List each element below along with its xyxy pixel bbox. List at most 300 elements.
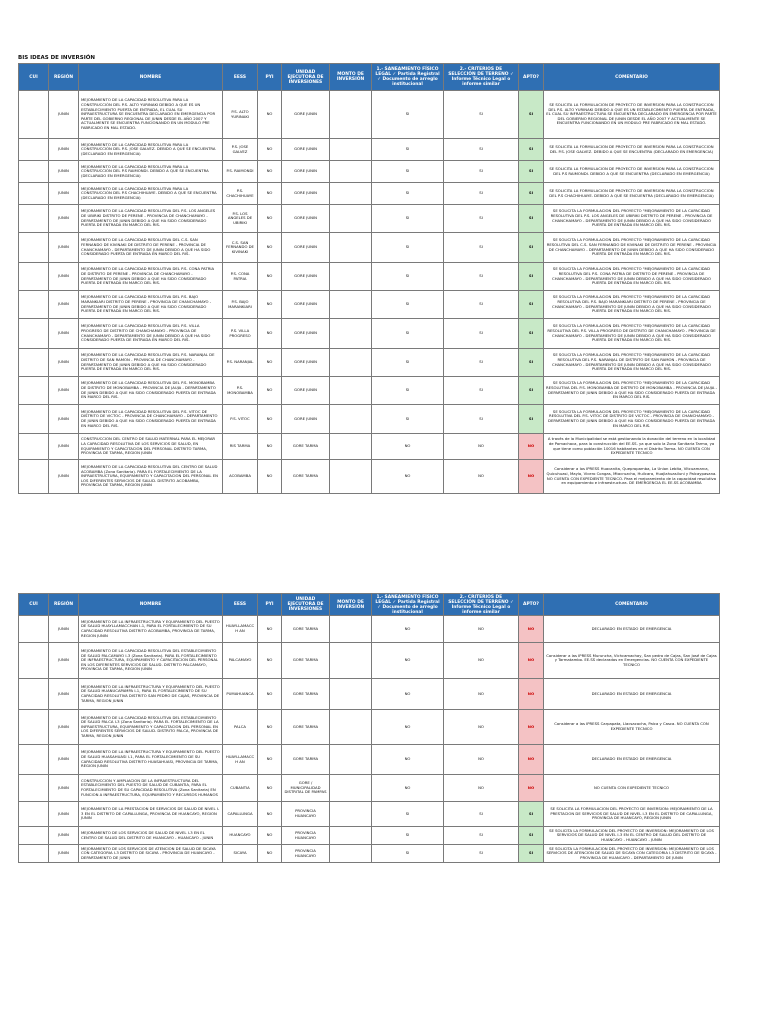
unidad-ejecutora-cell: GORE TARMA	[282, 434, 330, 460]
region-cell: JUNIN	[49, 745, 79, 775]
pyi-cell: NO	[258, 679, 282, 710]
pyi-cell: NO	[258, 802, 282, 827]
cui-cell	[19, 745, 49, 775]
unidad-ejecutora-cell: GORE JUNIN	[282, 139, 330, 161]
nombre-header: NOMBRE	[79, 64, 223, 91]
nombre-cell: MEJORAMIENTO DE LA CAPACIDAD RESOLUTIVA PARA LA CONSTRUCCIÓN DEL P.S. JOSE GALVEZ. DEBIDO A QUE SE ENCUENTRA (DECLARADO EN EMERGENCIA)	[79, 139, 223, 161]
apto-cell: SI	[519, 377, 544, 405]
criterios-cell: SI	[444, 349, 519, 377]
nombre-cell: MEJORAMIENTO DE LA INFRAESTRUCTURA Y EQUIPAMIENTO DEL PUESTO DE SALUD HUASAHUASI I-1, PARA EL FORTALECIMIENTO DE SU CAPACIDAD RESOLUTIVA DISTRITO HUASAHUASI, PROVINCIA DE TARMA, REGION JUNIN	[79, 745, 223, 775]
unidad-ejecutora-cell: GORE TARMA	[282, 710, 330, 745]
monto-cell	[330, 161, 372, 183]
saneamiento-cell: NO	[372, 616, 444, 643]
eess-cell: P.S. BAJO MARANKIARI	[223, 291, 258, 319]
nombre-cell: MEJORAMIENTO DE LOS SERVICIOS DE ATENCION DE SALUD DE SICAYA CON CATEGORIA I-3 DISTRITO DE SICAYA - PROVINCIA DE HUANCAYO - DEPARTAMENTO DE JUNIN	[79, 845, 223, 863]
unidad-ejecutora-cell: GORE TARMA	[282, 643, 330, 679]
pyi-cell: NO	[258, 434, 282, 460]
unidad-ejecutora-cell: GORE JUNIN	[282, 91, 330, 139]
cui-cell	[19, 616, 49, 643]
eess-cell: SICAYA	[223, 845, 258, 863]
nombre-header: NOMBRE	[79, 594, 223, 616]
unidad-ejecutora-cell: GORE JUNIN	[282, 405, 330, 434]
cui-cell	[19, 405, 49, 434]
monto-cell	[330, 845, 372, 863]
eess-header: EESS	[223, 594, 258, 616]
eess-cell: P.S. CONA PATRIA	[223, 263, 258, 291]
criterios-cell: SI	[444, 183, 519, 205]
region-cell: JUNIN	[49, 319, 79, 349]
table-row	[19, 616, 720, 643]
table-row	[19, 827, 720, 845]
cui-cell	[19, 845, 49, 863]
eess-cell: P.S. VITOC	[223, 405, 258, 434]
eess-cell: CUBANTIA	[223, 775, 258, 802]
cui-cell	[19, 183, 49, 205]
criterios-cell: SI	[444, 91, 519, 139]
nombre-cell: MEJORAMIENTO DE LOS SERVICIOS DE SALUD DE NIVEL I-3 EN EL CENTRO DE SALUD DEL DISTRITO DE HUANCAYO - HUANCAYO - JUNIN	[79, 827, 223, 845]
criterios-cell: NO	[444, 616, 519, 643]
comentario-cell: Considerar a los IPRESS Huacanita, Quepropamba, La Union Lebita, Vitcuamarca, Quicuhuasi, Maylo, Vicero Congas, Mtacruzcha, Huilcara, Huajlahuasiluni y Palcaypasana. NO CUENTA CON EXPEDIENTE TECNICO. Para el mejoramiento de la capacidad resolutiva en equipamiento e infraestructura. DE EMERGENCIA EL EE.SS ACOBAMBA	[544, 460, 720, 494]
table-body	[19, 91, 720, 494]
region-cell: JUNIN	[49, 679, 79, 710]
apto-cell: NO	[519, 710, 544, 745]
monto-cell	[330, 616, 372, 643]
cui-cell	[19, 460, 49, 494]
criterios-cell: NO	[444, 710, 519, 745]
apto-cell: SI	[519, 183, 544, 205]
unidad-ejecutora-cell: GORE TARMA	[282, 616, 330, 643]
comentario-cell: DECLARADO EN ESTADO DE EMERGENCIA	[544, 616, 720, 643]
apto-cell: SI	[519, 802, 544, 827]
table-row	[19, 183, 720, 205]
comentario-cell: NO CUENTA CON EXPEDIENTE TECNICO	[544, 775, 720, 802]
pyi-cell: NO	[258, 291, 282, 319]
eess-cell: P.S. VILLA PROGRESO	[223, 319, 258, 349]
unidad-ejecutora-cell: GORE JUNIN	[282, 349, 330, 377]
eess-cell: PUMAHUANCA	[223, 679, 258, 710]
cui-cell	[19, 802, 49, 827]
comentario-cell: SE SOLICITA LA FORMULACION DEL PROYECTO DE INVERSION: MEJORAMIENTO DE LOS SERVICIOS DE SALUD DE NIVEL I-3 EN EL CENTRO DE SALUD DEL DISTRITO DE HUANCAYO - HUANCAYO - JUNIN	[544, 827, 720, 845]
criterios-cell: NO	[444, 434, 519, 460]
header-row	[19, 64, 720, 91]
nombre-cell: CONSTRUCCION Y AMPLIACION DE LA INFRAESTRUCTURA DEL ESTABLECIMIENTO DEL PUESTO DE SALUD DE CUBANTIA, PARA EL FORTALECIMIENTO DE SU CAPACIDAD RESOLUTIVA (Zona Sanitaria) EN FUNCION A INFRAESTRUCTURA, EQUIPAMIENTO Y RECURSOS HUMANOS	[79, 775, 223, 802]
pyi-cell: NO	[258, 139, 282, 161]
comentario-cell: SE SOLICITA LA FORMULACION DE PROYECTO DE INVERSION PARA LA CONSTRUCCION DEL P.S RAIMONDI. DEBIDO A QUE SE ENCUENTRA (DECLARADO EN EMERGENCIA)	[544, 161, 720, 183]
pyi-cell: NO	[258, 319, 282, 349]
nombre-cell: MEJORAMIENTO DE LA CAPACIDAD RESOLUTIVA DEL CENTRO DE SALUD ACOBAMBA (Zona Sanitaria). PARA EL FORTALECIMIENTO DE LA INFRAESTRUCTURA, EQUIPAMIENTO Y CAPACITACION DEL PERSONAL EN LOS DIFERENTES SERVICIOS DE SALUD. DISTRITO ACOBAMBA, PROVINCIA DE TARMA, REGION JUNIN	[79, 460, 223, 494]
criterios-cell: SI	[444, 161, 519, 183]
cui-cell	[19, 161, 49, 183]
saneamiento-cell: SI	[372, 161, 444, 183]
unidad-ejecutora-cell: GORE JUNIN	[282, 161, 330, 183]
comentario-cell: SE SOLICITA LA FORMULACION DEL PROYECTO "MEJORAMIENTO DE LA CAPACIDAD RESOLUTIVA DEL C.S. SAN FERNANDO DE KIVINAKI DE DISTRITO DE PERENE - PROVINCIA DE CHANCHAMAYO - DEPARTAMENTO DE JUNIN DEBIDO A QUE HA SIDO CONSIDERADO PUERTA DE ENTRADA EN MARCO DEL RIS.	[544, 233, 720, 263]
nombre-cell: MEJORAMIENTO DE LA CAPACIDAD RESOLUTIVA DEL P.S. CONA PATRIA DE DISTRITO DE PERENE - PROVINCIA DE CHANCHAMAYO - DEPARTAMENTO DE JUNIN DEBIDO A QUE HA SIDO CONSIDERADO PUERTA DE ENTRADA EN MARCO DEL RIS.	[79, 263, 223, 291]
saneamiento-cell: SI	[372, 845, 444, 863]
table-row	[19, 291, 720, 319]
saneamiento-cell: NO	[372, 679, 444, 710]
region-cell: JUNIN	[49, 263, 79, 291]
criterios-cell: NO	[444, 679, 519, 710]
unidad-ejecutora-cell: PROVINCIA HUANCAYO	[282, 845, 330, 863]
table-row	[19, 745, 720, 775]
comentario-cell: SE SOLICITA LA FORMULACION DEL PROYECTO "MEJORAMIENTO DE LA CAPACIDAD RESOLUTIVA DEL P.S. MONOBAMBA DE DISTRITO DE MONOBAMBA - PROVINCIA DE JAUJA - DEPARTAMENTO DE JUNIN DEBIDO A QUE HA SIDO CONSIDERADO PUERTA DE ENTRADA EN MARCO DEL RIS.	[544, 377, 720, 405]
criterios-cell: SI	[444, 233, 519, 263]
cui-cell	[19, 233, 49, 263]
table-row	[19, 349, 720, 377]
eess-cell: HUANCAYO	[223, 827, 258, 845]
criterios-cell: SI	[444, 263, 519, 291]
apto-cell: SI	[519, 233, 544, 263]
saneamiento-cell: SI	[372, 183, 444, 205]
eess-cell: CAPALLUNGA	[223, 802, 258, 827]
nombre-cell: MEJORAMIENTO DE LA CAPACIDAD RESOLUTIVA DEL P.S. BAJO MARANKIARI DISTRITO DE PERENE - PROVINCIA DE CHANCHAMAYO - DEPARTAMENTO DE JUNIN DEBIDO A QUE HA SIDO CONSIDERADO PUERTA DE ENTRADA EN MARCO DEL RIS.	[79, 291, 223, 319]
cui-cell	[19, 349, 49, 377]
saneamiento-cell: SI	[372, 205, 444, 233]
saneamiento-cell: SI	[372, 405, 444, 434]
criterios-header: 2.- CRITERIOS DE SELECCIÓN DE TERRENO ✓ Informe Técnico Legal o informe similar	[444, 64, 519, 91]
apto-cell: SI	[519, 291, 544, 319]
eess-cell: P.S. NARANJAL	[223, 349, 258, 377]
unidad-ejecutora-cell: GORE JUNIN	[282, 205, 330, 233]
unidad-ejecutora-cell: GORE JUNIN	[282, 233, 330, 263]
comentario-header: COMENTARIO	[544, 594, 720, 616]
monto-cell	[330, 91, 372, 139]
apto-cell: NO	[519, 679, 544, 710]
nombre-cell: MEJORAMIENTO DE LA CAPACIDAD RESOLUTIVA DEL C.S. SAN FERNANDO DE KIVINAKI DE DISTRITO DE PERENE - PROVINCIA DE CHANCHAMAYO - DEPARTAMENTO DE JUNIN DEBIDO A QUE HA SIDO CONSIDERADO PUERTA DE ENTRADA EN MARCO DEL RIS.	[79, 233, 223, 263]
eess-cell: P.S. ALTO YURINAKI	[223, 91, 258, 139]
cui-cell	[19, 263, 49, 291]
region-cell: JUNIN	[49, 434, 79, 460]
nombre-cell: MEJORAMIENTO DE LA CAPACIDAD RESOLUTIVA DEL ESTABLECIMIENTO DE SALUD PALCA I-3 (Zona Sanitaria). PARA EL FORTALECIMIENTO DE LA INFRAESTRUCTURA, EQUIPAMIENTO Y CAPACITACION DEL PERSONAL EN LOS DIFERENTES SERVICIOS DE SALUD. DISTRITO PALCA, PROVINCIA DE TARMA, REGION JUNIN	[79, 710, 223, 745]
monto-cell	[330, 710, 372, 745]
eess-cell: C.S. SAN FERNANDO DE KIVINAKI	[223, 233, 258, 263]
comentario-cell: DECLARADO EN ESTADO DE EMERGENCIA	[544, 745, 720, 775]
unidad-ejecutora-cell: GORE TARMA	[282, 745, 330, 775]
eess-cell: P.S. RAIMONDI	[223, 161, 258, 183]
unidad-ejecutora-cell: GORE JUNIN	[282, 183, 330, 205]
eess-cell: HUAYLLAMACCH AN	[223, 616, 258, 643]
nombre-cell: MEJORAMIENTO DE LA INFRAESTRUCTURA Y EQUIPAMIENTO DEL PUESTO DE SALUD HUANUCAPAMPA I-1, PARA EL FORTALECIMIENTO DE SU CAPACIDAD RESOLUTIVA DISTRITO SAN PEDRO DE CAJAS, PROVINCIA DE TARMA, REGION JUNIN	[79, 679, 223, 710]
apto-cell: NO	[519, 434, 544, 460]
region-cell: JUNIN	[49, 775, 79, 802]
table-row	[19, 643, 720, 679]
nombre-cell: MEJORAMIENTO DE LA CAPACIDAD RESOLUTIVA PARA LA CONSTRUCCIÓN DEL P.S. ALTO YURINAKI DEBIDO A QUE ES UN ESTABLECIMIENTO PUERTA DE ENTRADA, EL CUAL SU INFRAESTRUCTURA SE ENCUENTRA DECLARADO EN EMERGENCIA POR PARTE DEL GOBIERNO REGIONAL DE JUNIN DESDE EL AÑO 2007 Y ACTUALMENTE SE ENCUENTRA FUNCIONANDO EN UN MODULO PRE FABRICADO EN MAL ESTADO.	[79, 91, 223, 139]
investment-ideas-table-1	[18, 63, 720, 494]
monto-cell	[330, 205, 372, 233]
nombre-cell: MEJORAMIENTO DE LA CAPACIDAD RESOLUTIVA DEL P.S. VILLA PROGRESO DE DISTRITO DE CHANCHAMAYO - PROVINCIA DE CHANCHAMAYO - DEPARTAMENTO DE JUNIN DEBIDO A QUE HA SIDO CONSIDERADO PUERTA DE ENTRADA EN MARCO DEL RIS.	[79, 319, 223, 349]
apto-cell: SI	[519, 91, 544, 139]
comentario-cell: SE SOLICITA LA FORMULACION DE PROYECTO DE INVERSION PARA LA CONSTRUCCION DEL P.S. JOSE GALVEZ. DEBIDO A QUE SE ENCUENTRA (DECLARADO EN EMERGENCIA)	[544, 139, 720, 161]
saneamiento-cell: NO	[372, 745, 444, 775]
apto-cell: SI	[519, 349, 544, 377]
monto-cell	[330, 139, 372, 161]
apto-cell: SI	[519, 827, 544, 845]
saneamiento-cell: SI	[372, 263, 444, 291]
criterios-cell: NO	[444, 775, 519, 802]
region-cell: JUNIN	[49, 460, 79, 494]
nombre-cell: MEJORAMIENTO DE LA CAPACIDAD RESOLUTIVA DEL P.S. NARANJAL DE DISTRITO DE SAN RAMON - PROVINCIA DE CHANCHAMAYO - DEPARTAMENTO DE JUNIN DEBIDO A QUE HA SIDO CONSIDERADO PUERTA DE ENTRADA EN MARCO DEL RIS.	[79, 349, 223, 377]
apto-cell: SI	[519, 205, 544, 233]
pyi-cell: NO	[258, 377, 282, 405]
criterios-cell: NO	[444, 745, 519, 775]
cui-cell	[19, 139, 49, 161]
comentario-header: COMENTARIO	[544, 64, 720, 91]
pyi-cell: NO	[258, 710, 282, 745]
saneamiento-cell: SI	[372, 91, 444, 139]
cui-cell	[19, 434, 49, 460]
unidad-ejecutora-cell: GORE JUNIN	[282, 377, 330, 405]
comentario-cell: SE SOLICITA LA FORMULACION DEL PROYECTO DE INVERSION: MEJORAMIENTO DE LOS SERVICIOS DE ATENCION DE SALUD DE SICAYA CON CATEGORIA I-3 DISTRITO DE SICAYA - PROVINCIA DE HUANCAYO - DEPARTAMENTO DE JUNIN	[544, 845, 720, 863]
unidad-ejecutora-cell: GORE TARMA	[282, 460, 330, 494]
criterios-cell: SI	[444, 827, 519, 845]
monto-cell	[330, 183, 372, 205]
pyi-header: PYI	[258, 594, 282, 616]
table-row	[19, 434, 720, 460]
monto-cell	[330, 827, 372, 845]
criterios-cell: SI	[444, 205, 519, 233]
criterios-cell: NO	[444, 460, 519, 494]
unidad-ejecutora-header: UNIDAD EJECUTORA DE INVERSIONES	[282, 64, 330, 91]
region-header: REGIÓN	[49, 64, 79, 91]
saneamiento-cell: SI	[372, 349, 444, 377]
region-cell: JUNIN	[49, 405, 79, 434]
table-row	[19, 710, 720, 745]
region-cell: JUNIN	[49, 845, 79, 863]
eess-cell: PALCA	[223, 710, 258, 745]
saneamiento-header: 1.- SANEAMIENTO FÍSICO LEGAL ✓ Partida Registral ✓ Documento de arreglo institucional	[372, 64, 444, 91]
criterios-cell: SI	[444, 405, 519, 434]
table-row	[19, 233, 720, 263]
comentario-cell: SE SOLICITA LA FORMULACION DEL PROYECTO "MEJORAMIENTO DE LA CAPACIDAD RESOLUTIVA DEL P.S. CONA PATRIA DE DISTRITO DE PERENE - PROVINCIA DE CHANCHAMAYO - DEPARTAMENTO DE JUNIN DEBIDO A QUE HA SIDO CONSIDERADO PUERTA DE ENTRADA EN MARCO DEL RIS.	[544, 263, 720, 291]
saneamiento-cell: SI	[372, 319, 444, 349]
criterios-cell: SI	[444, 377, 519, 405]
comentario-cell: DECLARADO EN ESTADO DE EMERGENCIA	[544, 679, 720, 710]
region-cell: JUNIN	[49, 802, 79, 827]
header-row	[19, 594, 720, 616]
region-cell: JUNIN	[49, 161, 79, 183]
region-cell: JUNIN	[49, 643, 79, 679]
monto-cell	[330, 349, 372, 377]
monto-cell	[330, 405, 372, 434]
table-row	[19, 205, 720, 233]
region-cell: JUNIN	[49, 377, 79, 405]
region-cell: JUNIN	[49, 139, 79, 161]
pyi-cell: NO	[258, 233, 282, 263]
cui-cell	[19, 91, 49, 139]
table-row	[19, 775, 720, 802]
table-row	[19, 802, 720, 827]
pyi-cell: NO	[258, 616, 282, 643]
apto-cell: SI	[519, 161, 544, 183]
investment-ideas-table-2	[18, 593, 720, 863]
monto-cell	[330, 319, 372, 349]
eess-cell: ACOBAMBA	[223, 460, 258, 494]
table-row	[19, 460, 720, 494]
apto-cell: NO	[519, 616, 544, 643]
apto-cell: SI	[519, 263, 544, 291]
unidad-ejecutora-cell: GORE TARMA	[282, 679, 330, 710]
saneamiento-cell: SI	[372, 827, 444, 845]
pyi-cell: NO	[258, 827, 282, 845]
apto-cell: SI	[519, 845, 544, 863]
pyi-cell: NO	[258, 845, 282, 863]
eess-header: EESS	[223, 64, 258, 91]
table-row	[19, 91, 720, 139]
region-cell: JUNIN	[49, 291, 79, 319]
comentario-cell: SE SOLICITA LA FORMULACION DEL PROYECTO DE INVERSION: MEJORAMIENTO DE LA PRESTACION DE SERVICIOS DE SALUD DE NIVEL I-3 EN EL DISTRITO DE CAPALLUNGA, PROVINCIA DE HUANCAYO, REGION JUNIN	[544, 802, 720, 827]
comentario-cell: Considerar a las IPRESS Muruncha, Vichcamachay, San pedro de Cajas, San José de Cajas y Tarmatambo. EE.SS declarados en Emergencias. NO CUENTA CON EXPEDIENTE TECNICO	[544, 643, 720, 679]
monto-cell	[330, 434, 372, 460]
table-body	[19, 616, 720, 863]
nombre-cell: MEJORAMIENTO DE LA PRESTACION DE SERVICIOS DE SALUD DE NIVEL I-3 EN EL DISTRITO DE CAPALLUNGA, PROVINCIA DE HUANCAYO, REGION JUNIN	[79, 802, 223, 827]
pyi-cell: NO	[258, 91, 282, 139]
eess-cell: P.S. MONOBAMBA	[223, 377, 258, 405]
nombre-cell: CONSTRUCCION DEL CENTRO DE SALUD MATERNAL PARA EL MEJORAR LA CAPACIDAD RESOLUTIVA DE LOS SERVICIOS DE SALUD, EN EQUIPAMIENTO Y CAPACITACION DEL PERSONAL DISTRITO TARMA, PROVINCIA DE TARMA, REGION JUNIN	[79, 434, 223, 460]
criterios-header: 2.- CRITERIOS DE SELECCIÓN DE TERRENO ✓ Informe Técnico Legal o informe similar	[444, 594, 519, 616]
apto-cell: NO	[519, 775, 544, 802]
monto-cell	[330, 643, 372, 679]
pyi-cell: NO	[258, 643, 282, 679]
unidad-ejecutora-cell: GORE / MUNICIPALIDAD DISTRITAL DE PAMPAS	[282, 775, 330, 802]
criterios-cell: SI	[444, 845, 519, 863]
cui-cell	[19, 710, 49, 745]
monto-header: MONTO DE INVERSIÓN	[330, 64, 372, 91]
region-cell: JUNIN	[49, 183, 79, 205]
region-cell: JUNIN	[49, 710, 79, 745]
sheet-title: BIS IDEAS DE INVERSIÓN	[18, 55, 96, 61]
monto-cell	[330, 263, 372, 291]
nombre-cell: MEJORAMIENTO DE LA INFRAESTRUCTURA Y EQUIPAMIENTO DEL PUESTO DE SALUD HUAYLLAMACCHAN I-1, PARA EL FORTALECIMIENTO DE SU CAPACIDAD RESOLUTIVA DISTRITO ACOBAMBA, PROVINCIA DE TARMA, REGION JUNIN	[79, 616, 223, 643]
criterios-cell: SI	[444, 319, 519, 349]
eess-cell: P.S. CHACHIHUAYE	[223, 183, 258, 205]
region-cell: JUNIN	[49, 205, 79, 233]
cui-header: CUI	[19, 594, 49, 616]
monto-header: MONTO DE INVERSIÓN	[330, 594, 372, 616]
saneamiento-cell: SI	[372, 802, 444, 827]
region-cell: JUNIN	[49, 827, 79, 845]
apto-cell: NO	[519, 745, 544, 775]
unidad-ejecutora-cell: GORE JUNIN	[282, 263, 330, 291]
pyi-cell: NO	[258, 263, 282, 291]
saneamiento-cell: NO	[372, 643, 444, 679]
pyi-cell: NO	[258, 745, 282, 775]
monto-cell	[330, 291, 372, 319]
criterios-cell: SI	[444, 802, 519, 827]
saneamiento-cell: NO	[372, 775, 444, 802]
pyi-cell: NO	[258, 205, 282, 233]
table-row	[19, 679, 720, 710]
table-row	[19, 161, 720, 183]
pyi-cell: NO	[258, 349, 282, 377]
pyi-cell: NO	[258, 161, 282, 183]
region-cell: JUNIN	[49, 349, 79, 377]
monto-cell	[330, 233, 372, 263]
nombre-cell: MEJORAMIENTO DE LA CAPACIDAD RESOLUTIVA DEL P.S. LOS ANGELES DE UBIRIKI DISTRITO DE PERENE - PROVINCIA DE CHANCHAMAYO - DEPARTAMENTO DE JUNIN DEBIDO A QUE HA SIDO CONSIDERADO PUERTA DE ENTRADA EN MARCO DEL RIS.	[79, 205, 223, 233]
apto-header: APTO?	[519, 64, 544, 91]
comentario-cell: SE SOLICITA LA FORMULACION DEL PROYECTO "MEJORAMIENTO DE LA CAPACIDAD RESOLUTIVA DEL P.S. LOS ANGELES DE UBIRIKI DISTRITO DE PERENE - PROVINCIA DE CHANCHAMAYO - DEPARTAMENTO DE JUNIN DEBIDO A QUE HA SIDO CONSIDERADO PUERTA DE ENTRADA EN MARCO DEL RIS.	[544, 205, 720, 233]
cui-cell	[19, 319, 49, 349]
comentario-cell: Considerar a las IPRESS Carpapata, Llacsacocha, Palca y Casca. NO CUENTA CON EXPEDIENTE TECNICO	[544, 710, 720, 745]
saneamiento-cell: NO	[372, 434, 444, 460]
cui-cell	[19, 643, 49, 679]
apto-cell: SI	[519, 139, 544, 161]
pyi-header: PYI	[258, 64, 282, 91]
eess-cell: P.S. JOSE GALVEZ	[223, 139, 258, 161]
comentario-cell: SE SOLICITA LA FORMULACION DEL PROYECTO "MEJORAMIENTO DE LA CAPACIDAD RESOLUTIVA DEL P.S. VILLA PROGRESO DE DISTRITO DE CHANCHAMAYO - PROVINCIA DE CHANCHAMAYO - DEPARTAMENTO DE JUNIN DEBIDO A QUE HA SIDO CONSIDERADO PUERTA DE ENTRADA EN MARCO DEL RIS.	[544, 319, 720, 349]
unidad-ejecutora-cell: PROVINCIA HUANCAYO	[282, 827, 330, 845]
apto-header: APTO?	[519, 594, 544, 616]
nombre-cell: MEJORAMIENTO DE LA CAPACIDAD RESOLUTIVA DEL ESTABLECIMIENTO DE SALUD PALCAMAYO I-3 (Zona Sanitaria). PARA EL FORTALECIMIENTO DE INFRAESTRUCTURA, EQUIPAMIENTO Y CAPACITACION DEL PERSONAL EN LOS DIFERENTES SERVICIOS DE SALUD. DISTRITO PALCAMAYO, PROVINCIA DE TARMA, REGION JUNIN	[79, 643, 223, 679]
eess-cell: HUAYLLAMACCH AN	[223, 745, 258, 775]
region-header: REGIÓN	[49, 594, 79, 616]
saneamiento-cell: SI	[372, 377, 444, 405]
monto-cell	[330, 775, 372, 802]
monto-cell	[330, 377, 372, 405]
pyi-cell: NO	[258, 460, 282, 494]
eess-cell: PALCAMAYO	[223, 643, 258, 679]
nombre-cell: MEJORAMIENTO DE LA CAPACIDAD RESOLUTIVA DEL P.S. VITOC DE DISTRITO DE VICTOC - PROVINCIA DE CHANCHAMAYO - DEPARTAMENTO DE JUNIN DEBIDO A QUE HA SIDO CONSIDERADO PUERTA DE ENTRADA EN MARCO DEL RIS.	[79, 405, 223, 434]
comentario-cell: SE SOLICITA LA FORMULACION DE PROYECTO DE INVERSION PARA LA CONSTRUCCION DEL P.S. ALTO YURINAKI DEBIDO A QUE ES UN ESTABLECIMIENTO PUERTA DE ENTRADA, EL CUAL SU INFRAESTRUCTURA SE ENCUENTRA DECLARADO EN EMERGENCIA POR PARTE DEL GOBIERNO REGIONAL DE JUNIN DESDE EL AÑO 2007 Y ACTUALMENTE SE ENCUENTRA FUNCIONANDO EN UN MODULO PRE FABRICADO EN MAL ESTADO.	[544, 91, 720, 139]
saneamiento-header: 1.- SANEAMIENTO FÍSICO LEGAL ✓ Partida Registral ✓ Documento de arreglo institucional	[372, 594, 444, 616]
comentario-cell: A través de la Municipalidad se está gestionando la donación del terreno en la localidad de Pomachaca, para la construcción del EE.SS. ya que solo la Zona Sanitaria Tarma, ya que tiene como población 10016 habitantes en el Distrito Tarma. NO CUENTA CON EXPEDIENTE TECNICO	[544, 434, 720, 460]
comentario-cell: SE SOLICITA LA FORMULACION DEL PROYECTO "MEJORAMIENTO DE LA CAPACIDAD RESOLUTIVA DEL P.S. BAJO MARANKIARI DISTRITO DE PERENE - PROVINCIA DE CHANCHAMAYO - DEPARTAMENTO DE JUNIN DEBIDO A QUE HA SIDO CONSIDERADO PUERTA DE ENTRADA EN MARCO DEL RIS.	[544, 291, 720, 319]
criterios-cell: NO	[444, 643, 519, 679]
criterios-cell: SI	[444, 291, 519, 319]
nombre-cell: MEJORAMIENTO DE LA CAPACIDAD RESOLUTIVA DEL P.S. MONOBAMBA DE DISTRITO DE MONOBAMBA - PROVINCIA DE JAUJA - DEPARTAMENTO DE JUNIN DEBIDO A QUE HA SIDO CONSIDERADO PUERTA DE ENTRADA EN MARCO DEL RIS.	[79, 377, 223, 405]
nombre-cell: MEJORAMIENTO DE LA CAPACIDAD RESOLUTIVA PARA LA CONSTRUCCIÓN DEL P.S RAIMONDI. DEBIDO A QUE SE ENCUENTRA (DECLARADO EN EMERGENCIA)	[79, 161, 223, 183]
unidad-ejecutora-cell: PROVINCIA HUANCAYO	[282, 802, 330, 827]
cui-cell	[19, 679, 49, 710]
table-row	[19, 377, 720, 405]
cui-header: CUI	[19, 64, 49, 91]
saneamiento-cell: NO	[372, 460, 444, 494]
table-row	[19, 139, 720, 161]
cui-cell	[19, 291, 49, 319]
apto-cell: SI	[519, 405, 544, 434]
apto-cell: SI	[519, 319, 544, 349]
cui-cell	[19, 827, 49, 845]
cui-cell	[19, 775, 49, 802]
monto-cell	[330, 802, 372, 827]
unidad-ejecutora-header: UNIDAD EJECUTORA DE INVERSIONES	[282, 594, 330, 616]
region-cell: JUNIN	[49, 233, 79, 263]
comentario-cell: SE SOLICITA LA FORMULACION DEL PROYECTO "MEJORAMIENTO DE LA CAPACIDAD RESOLUTIVA DEL P.S. NARANJAL DE DISTRITO DE SAN RAMON - PROVINCIA DE CHANCHAMAYO - DEPARTAMENTO DE JUNIN DEBIDO A QUE HA SIDO CONSIDERADO PUERTA DE ENTRADA EN MARCO DEL RIS.	[544, 349, 720, 377]
saneamiento-cell: SI	[372, 139, 444, 161]
comentario-cell: SE SOLICITA LA FORMULACION DEL PROYECTO "MEJORAMIENTO DE LA CAPACIDAD RESOLUTIVA DEL P.S. VITOC DE DISTRITO DE VICTOC - PROVINCIA DE CHANCHAMAYO - DEPARTAMENTO DE JUNIN DEBIDO A QUE HA SIDO CONSIDERADO PUERTA DE ENTRADA EN MARCO DEL RIS.	[544, 405, 720, 434]
comentario-cell: SE SOLICITA LA FORMULACION DE PROYECTO DE INVERSION PARA LA CONSTRUCCION DEL P.S CHACHIHUAYE. DEBIDO A QUE SE ENCUENTRA (DECLARADO EN EMERGENCIA)	[544, 183, 720, 205]
monto-cell	[330, 460, 372, 494]
monto-cell	[330, 745, 372, 775]
region-cell: JUNIN	[49, 91, 79, 139]
apto-cell: NO	[519, 460, 544, 494]
eess-cell: RIS TARMA	[223, 434, 258, 460]
table-row	[19, 263, 720, 291]
pyi-cell: NO	[258, 405, 282, 434]
apto-cell: NO	[519, 643, 544, 679]
unidad-ejecutora-cell: GORE JUNIN	[282, 291, 330, 319]
cui-cell	[19, 205, 49, 233]
saneamiento-cell: SI	[372, 233, 444, 263]
unidad-ejecutora-cell: GORE JUNIN	[282, 319, 330, 349]
pyi-cell: NO	[258, 183, 282, 205]
cui-cell	[19, 377, 49, 405]
table-row	[19, 319, 720, 349]
monto-cell	[330, 679, 372, 710]
saneamiento-cell: NO	[372, 710, 444, 745]
nombre-cell: MEJORAMIENTO DE LA CAPACIDAD RESOLUTIVA PARA LA CONSTRUCCIÓN DEL P.S CHACHIHUAYE. DEBIDO A QUE SE ENCUENTRA (DECLARADO EN EMERGENCIA)	[79, 183, 223, 205]
pyi-cell: NO	[258, 775, 282, 802]
eess-cell: P.S. LOS ANGELES DE UBIRIKI	[223, 205, 258, 233]
